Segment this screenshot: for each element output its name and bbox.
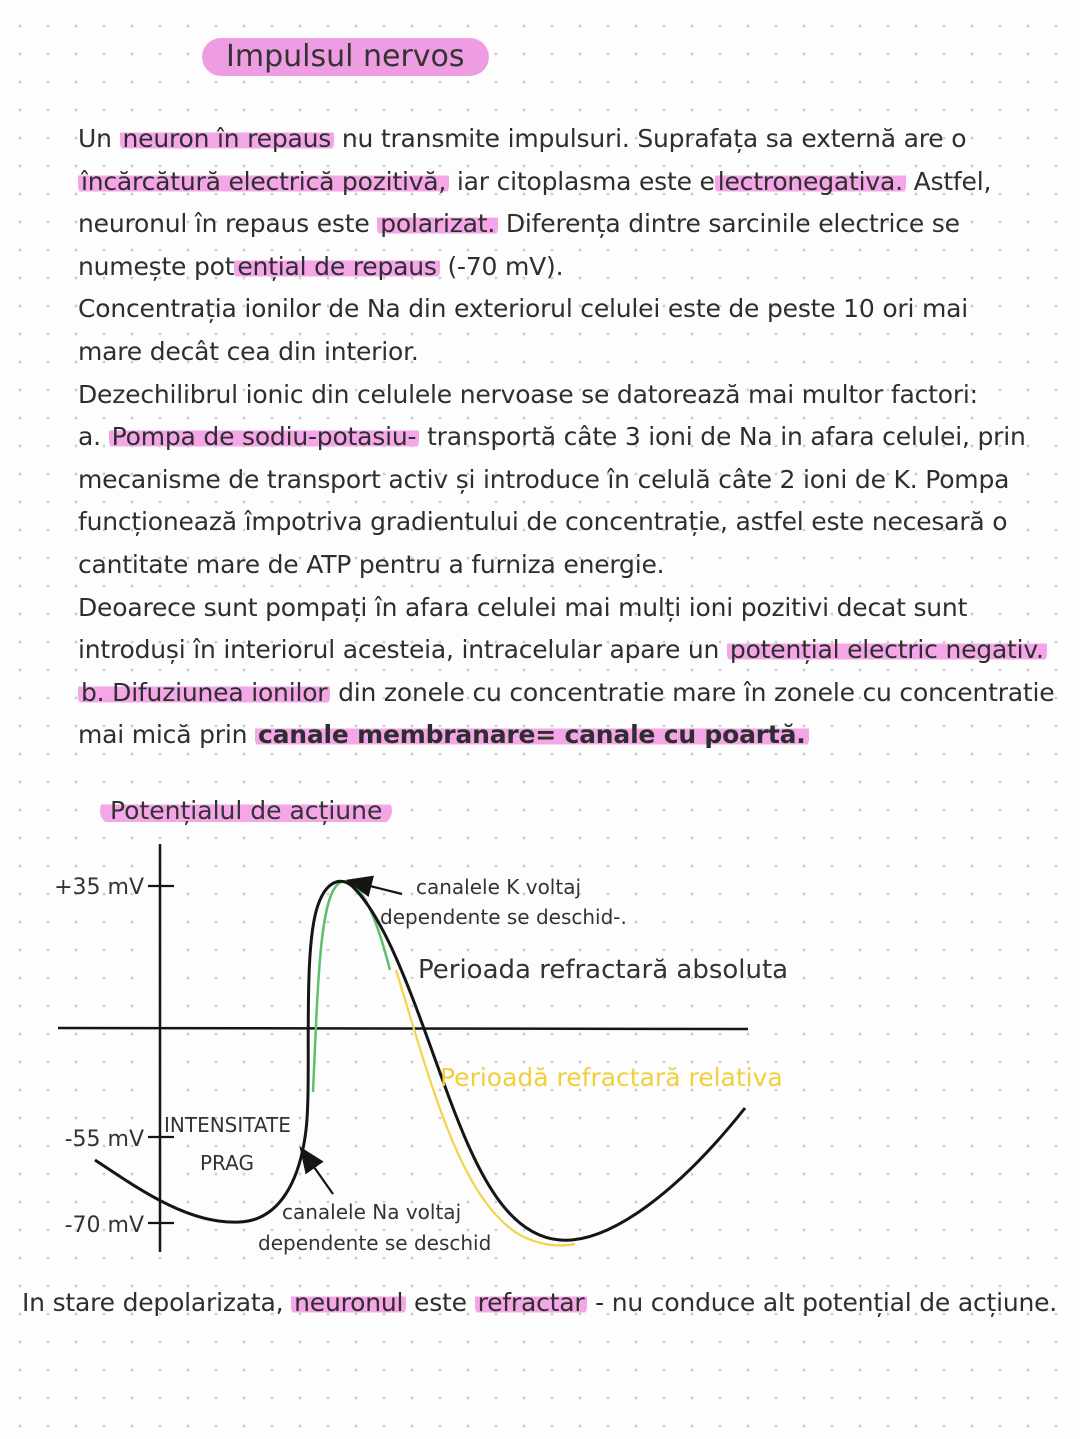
highlight-segment: polarizat. [377, 209, 498, 238]
text-segment: din zonele cu concentratie mare în zonele cu concentratie [330, 677, 1055, 707]
tick-label-plus35: +35 mV [54, 875, 144, 900]
text-segment: nu transmite impulsuri. Suprafața sa externă are o [334, 124, 967, 153]
text-segment: a. [78, 422, 109, 452]
intro-paragraph [78, 118, 1068, 757]
action-potential-diagram [0, 830, 1080, 1270]
text-segment: Concentrația ionilor de Na din exteriorul celulei este de peste 10 ori mai [78, 294, 969, 324]
paragraph-line [78, 672, 1068, 715]
absolute-refractory-label: Perioada refractară absoluta [418, 955, 789, 985]
text-segment: (-70 mV). [439, 251, 564, 281]
text-segment: Deoarece sunt pompați în afara celulei mai mulți ioni pozitivi decat sunt [78, 592, 968, 622]
k-channels-label-1: canalele K voltaj [416, 875, 582, 899]
highlight-segment: ențial de repaus [234, 252, 439, 281]
text-segment: iar citoplasma este e [449, 166, 715, 196]
relative-refractory-label: Perioadă refractară relativa [440, 1063, 783, 1092]
highlight-segment: refractar [475, 1288, 588, 1317]
paragraph-line [78, 161, 1068, 204]
highlight-segment: neuronul [291, 1288, 406, 1317]
text-segment: Astfel, [905, 166, 992, 196]
paragraph-line [78, 587, 1068, 630]
paragraph-line [78, 331, 1068, 374]
text-segment: funcționează împotriva gradientului de concentrație, astfel este necesară o [78, 507, 1008, 537]
paragraph-line [78, 629, 1068, 672]
paragraph-line [78, 501, 1068, 544]
highlight-segment: încărcătură electrică pozitivă, [78, 167, 449, 196]
diagram-title: Potențialul de acțiune [100, 796, 392, 825]
paragraph-line [78, 288, 1068, 331]
na-channel-arrow [302, 1150, 333, 1194]
tick-label-minus55: -55 mV [64, 1127, 144, 1152]
threshold-label-1: INTENSITATE [164, 1113, 291, 1137]
text-segment: neuronul în repaus este [78, 209, 378, 239]
highlight-segment: Pompa de sodiu-potasiu- [109, 422, 420, 451]
absolute-refractory-curve [313, 881, 390, 1092]
paragraph-line [78, 714, 1068, 757]
paragraph-line [78, 246, 1068, 289]
text-segment: In stare depolarizata, [22, 1288, 292, 1317]
highlight-segment: neuron în repaus [120, 124, 335, 153]
text-segment: mecanisme de transport activ și introduce în celulă câte 2 ioni de K. Pompa [78, 464, 1010, 494]
highlight-segment: potențial electric negativ. [727, 635, 1047, 664]
text-segment: cantitate mare de ATP pentru a furniza energie. [78, 549, 665, 579]
tick-label-minus70: -70 mV [64, 1213, 144, 1238]
text-segment: numește pot [78, 251, 235, 281]
highlight-segment: lectronegativa. [715, 167, 906, 196]
paragraph-line [78, 118, 1068, 161]
highlight-segment: b. Difuziunea ionilor [78, 678, 330, 707]
text-segment: Dezechilibrul ionic din celulele nervoase se datorează mai multor factori: [78, 379, 978, 409]
x-axis [58, 1028, 748, 1029]
action-potential-curve [95, 881, 745, 1240]
threshold-label-2: PRAG [200, 1151, 254, 1175]
page-title: Impulsul nervos [202, 38, 489, 76]
paragraph-line [78, 459, 1068, 502]
text-segment: - nu conduce alt potențial de acțiune. [587, 1288, 1058, 1317]
footer-sentence [22, 1288, 1057, 1317]
text-segment: mai mică prin [78, 720, 255, 750]
text-segment: mare decât cea din interior. [78, 336, 419, 366]
paragraph-line [78, 544, 1068, 587]
text-segment: transportă câte 3 ioni de Na in afara celulei, prin [419, 422, 1026, 452]
text-segment: este [406, 1288, 475, 1317]
paragraph-line [78, 203, 1068, 246]
na-channels-label-1: canalele Na voltaj [282, 1200, 462, 1224]
k-channels-label-2: dependente se deschid-. [380, 905, 627, 929]
text-segment: Un [78, 124, 120, 153]
paragraph-line [78, 374, 1068, 417]
highlight-segment: canale membranare= canale cu poartă. [255, 720, 809, 749]
text-segment: introduși în interiorul acesteia, intracelular apare un [78, 635, 727, 665]
na-channels-label-2: dependente se deschid [258, 1231, 492, 1255]
text-segment: Diferența dintre sarcinile electrice se [498, 209, 960, 239]
paragraph-line [78, 416, 1068, 459]
